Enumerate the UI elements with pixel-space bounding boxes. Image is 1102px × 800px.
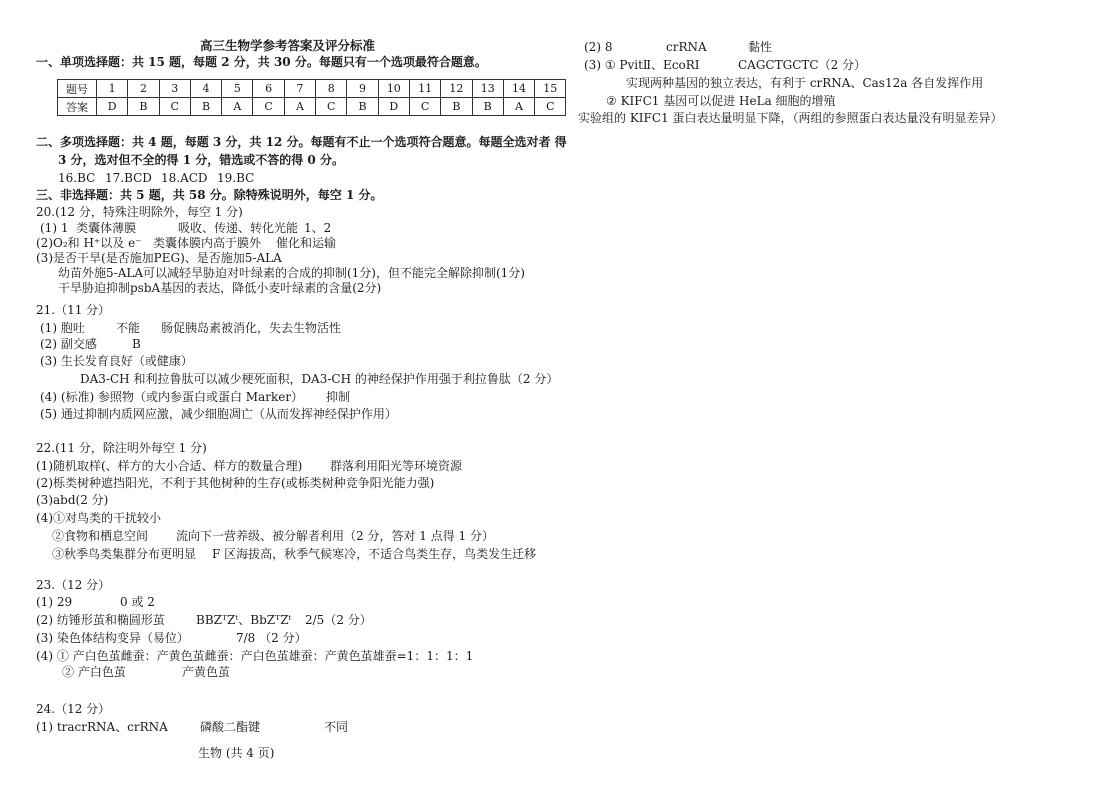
q24-part3-detail: 实现两种基因的独立表达，有利于 crRNA、Cas12a 各自发挥作用 — [626, 76, 984, 90]
q24-answer: 磷酸二酯键 — [200, 720, 261, 734]
q20-explanation2: 干旱胁迫抑制psbA基因的表达，降低小麦叶绿素的含量(2分) — [58, 281, 382, 295]
table-label-answer: 答案 — [58, 98, 97, 116]
q23-heading: 23.（12 分） — [36, 578, 111, 592]
q21-answer: 抑制 — [326, 390, 351, 404]
table-cell-answer: B — [128, 98, 159, 116]
q20-part2 — [36, 236, 336, 251]
q23-part2 — [36, 613, 372, 628]
q21-answer: B — [132, 337, 141, 351]
q20-answer: (2)O₂和 H⁺以及 e⁻ 类囊体膜内高于膜外 — [36, 236, 261, 250]
mcq-answer: 19.BC — [217, 171, 255, 185]
q20-explanation1: 幼苗外施5-ALA可以减轻旱胁迫对叶绿素的合成的抑制(1分)，但不能完全解除抑制(1分) — [58, 266, 525, 280]
q22-part2: (2)栎类树种遮挡阳光，不利于其他树种的生存(或栎类树种竞争阳光能力强) — [36, 476, 435, 490]
q24-part2 — [584, 40, 772, 55]
q24-part3 — [584, 58, 866, 73]
q21-answer: (2) 副交感 — [40, 337, 97, 351]
table-cell-number: 11 — [409, 80, 440, 98]
q22-answer: ②食物和栖息空间 — [52, 529, 149, 543]
q20-part3: (3)是否干旱(是否施加PEG)、是否施加5-ALA — [36, 251, 282, 265]
q22-answer: F 区海拔高，秋季气候寒冷，不适合鸟类生存，鸟类发生迁移 — [212, 547, 537, 561]
q23-answer: 2/5（2 分） — [305, 613, 372, 627]
table-cell-number: 1 — [97, 80, 128, 98]
table-label-question: 题号 — [58, 80, 97, 98]
table-cell-answer: B — [441, 98, 472, 116]
q24-answer: 黏性 — [748, 40, 773, 54]
section1-heading: 一、单项选择题：共 15 题，每题 2 分，共 30 分。每题只有一个选项最符合题意。 — [36, 55, 487, 69]
table-cell-number: 7 — [284, 80, 315, 98]
table-cell-number: 12 — [441, 80, 472, 98]
q24-part3-3: 实验组的 KIFC1 蛋白表达量明显下降，（两组的参照蛋白表达量没有明显差异） — [578, 111, 1003, 125]
q24-answer: (3) ① PvitⅡ、EcoRI — [584, 58, 700, 72]
mcq-answer: 17.BCD — [105, 171, 152, 185]
table-cell-number: 13 — [472, 80, 503, 98]
q23-part4-2 — [62, 665, 230, 680]
q24-heading: 24.（12 分） — [36, 702, 111, 716]
table-cell-answer: D — [97, 98, 128, 116]
table-cell-answer: A — [222, 98, 253, 116]
q23-answer: 7/8 （2 分） — [236, 631, 307, 645]
table-cell-number: 4 — [190, 80, 221, 98]
q23-answer: BBZᵀZᵗ、BbZᵀZᵗ — [196, 613, 292, 627]
q24-part1 — [36, 720, 348, 735]
q23-answer: 产黄色茧 — [182, 665, 231, 679]
answer-table — [57, 79, 566, 116]
q21-part5: (5) 通过抑制内质网应激，减少细胞凋亡（从而发挥神经保护作用） — [40, 407, 397, 421]
q24-answer: (1) tracrRNA、crRNA — [36, 720, 168, 734]
table-cell-answer: A — [503, 98, 534, 116]
q24-answer: CAGCTGCTC（2 分） — [738, 58, 867, 72]
q21-answer: (1) 胞吐 — [40, 321, 85, 335]
q20-part1 — [40, 221, 331, 236]
table-cell-number: 5 — [222, 80, 253, 98]
table-cell-number: 6 — [253, 80, 284, 98]
q23-answer: (2) 纺锤形茧和椭圆形茧 — [36, 613, 165, 627]
q22-part1 — [36, 459, 462, 474]
table-cell-answer: C — [409, 98, 440, 116]
q24-answer: (2) 8 — [584, 40, 613, 54]
q22-heading: 22.(11 分，除注明外每空 1 分) — [36, 441, 207, 455]
table-cell-answer: B — [190, 98, 221, 116]
table-cell-answer: B — [472, 98, 503, 116]
table-cell-answer: A — [284, 98, 315, 116]
mcq-answer: 16.BC — [58, 171, 96, 185]
q24-part3-2: ② KIFC1 基因可以促进 HeLa 细胞的增殖 — [606, 94, 836, 108]
q21-answer: 不能 — [116, 321, 141, 335]
section3-heading: 三、非选择题：共 5 题，共 58 分。除特殊说明外，每空 1 分。 — [36, 188, 383, 202]
q21-answer: (4) (标准) 参照物（或内参蛋白或蛋白 Marker） — [40, 390, 304, 404]
table-cell-answer: C — [316, 98, 347, 116]
table-cell-number: 14 — [503, 80, 534, 98]
q24-answer: 不同 — [324, 720, 349, 734]
q20-answer: 催化和运输 — [276, 236, 337, 250]
q22-part4: (4)①对鸟类的干扰较小 — [36, 511, 161, 525]
q20-answer: (1) 1 类囊体薄膜 — [40, 221, 137, 235]
table-cell-answer: D — [378, 98, 409, 116]
q21-part3: (3) 生长发育良好（或健康） — [40, 354, 193, 368]
answer-table-number-row — [58, 80, 566, 98]
page-title: 高三生物学参考答案及评分标准 — [200, 38, 376, 53]
q22-part3: (3)abd(2 分) — [36, 493, 109, 507]
q22-part4-2 — [52, 529, 494, 544]
q23-part4: (4) ① 产白色茧雌蚕：产黄色茧雌蚕：产白色茧雄蚕：产黄色茧雄蚕=1：1：1：1 — [36, 649, 474, 663]
table-cell-number: 3 — [159, 80, 190, 98]
q23-answer: 0 或 2 — [120, 595, 155, 609]
table-cell-answer: C — [535, 98, 566, 116]
q23-answer: ② 产白色茧 — [62, 665, 126, 679]
table-cell-number: 15 — [535, 80, 566, 98]
answer-table-answer-row — [58, 98, 566, 116]
q20-answer: 1、2 — [304, 221, 332, 235]
q21-part3-detail: DA3-CH 和利拉鲁肽可以减少梗死面积，DA3-CH 的神经保护作用强于利拉鲁肽（2 分） — [80, 372, 559, 386]
q22-answer: (1)随机取样(、样方的大小合适、样方的数量合理) — [36, 459, 303, 473]
q23-part3 — [36, 631, 307, 646]
q20-answer: 吸收、传递、转化光能 — [178, 221, 299, 235]
table-cell-answer: B — [347, 98, 378, 116]
q20-heading: 20.(12 分，特殊注明除外，每空 1 分) — [36, 205, 243, 219]
table-cell-number: 9 — [347, 80, 378, 98]
q22-answer: ③秋季鸟类集群分布更明显 — [52, 547, 197, 561]
table-cell-number: 8 — [316, 80, 347, 98]
table-cell-number: 10 — [378, 80, 409, 98]
table-cell-answer: C — [253, 98, 284, 116]
q22-part4-3 — [52, 547, 536, 562]
q22-answer: 群落利用阳光等环境资源 — [330, 459, 463, 473]
q23-part1 — [36, 595, 155, 610]
page-footer: 生物 (共 4 页) — [198, 746, 275, 760]
section2-heading-line2: 3 分，选对但不全的得 1 分，错选或不答的得 0 分。 — [58, 153, 344, 167]
section2-answers — [58, 171, 254, 186]
table-cell-number: 2 — [128, 80, 159, 98]
q21-part1 — [40, 321, 341, 336]
mcq-answer: 18.ACD — [161, 171, 208, 185]
q21-part4 — [40, 390, 350, 405]
q21-part2 — [40, 337, 141, 352]
q22-answer: 流向下一营养级、被分解者利用（2 分，答对 1 点得 1 分） — [176, 529, 494, 543]
q21-heading: 21.（11 分） — [36, 303, 111, 317]
section2-heading-line1: 二、多项选择题：共 4 题，每题 3 分，共 12 分。每题有不止一个选项符合题意。每题全选对者 得 — [36, 135, 567, 149]
q23-answer: (1) 29 — [36, 595, 73, 609]
q24-answer: crRNA — [666, 40, 707, 54]
q23-answer: (3) 染色体结构变异（易位） — [36, 631, 189, 645]
table-cell-answer: C — [159, 98, 190, 116]
q21-answer: 肠促胰岛素被消化，失去生物活性 — [161, 321, 342, 335]
